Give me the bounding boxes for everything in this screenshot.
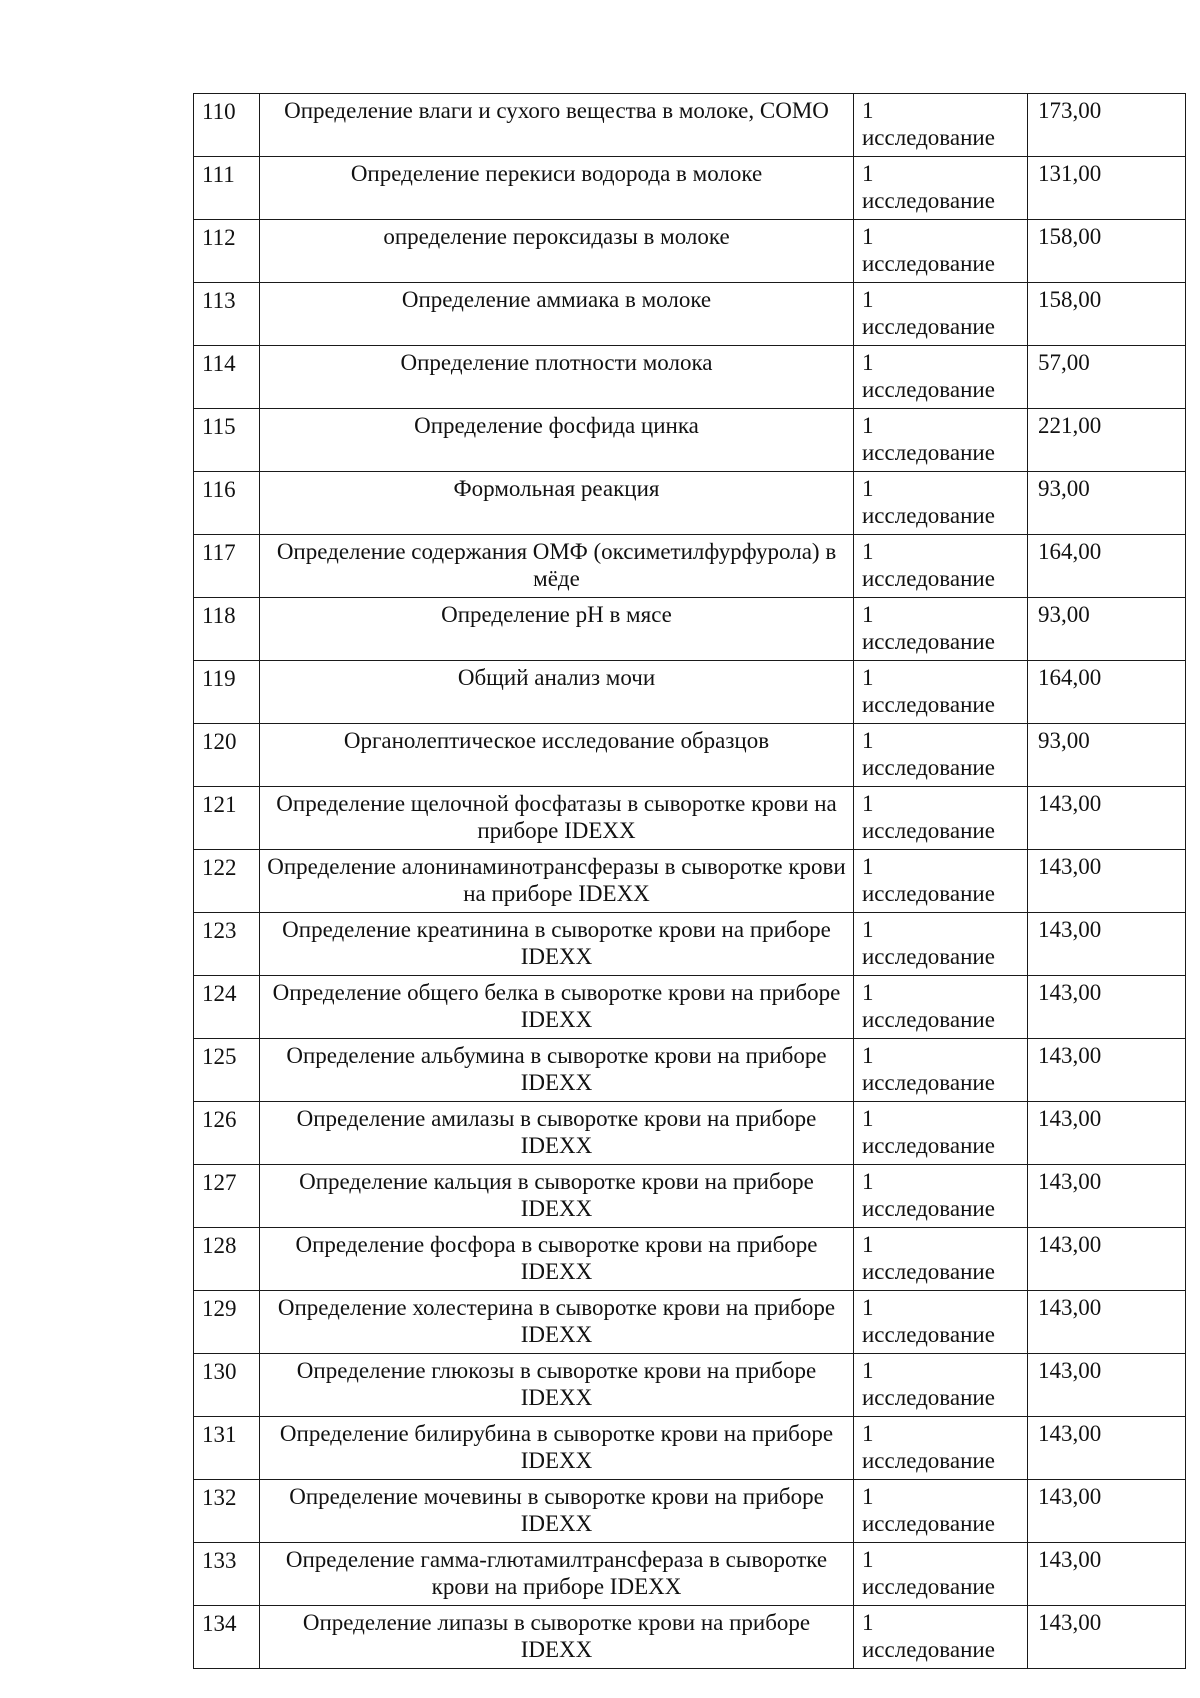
price: 164,00 xyxy=(1028,661,1186,724)
quantity-unit xyxy=(854,535,1028,598)
service-name: определение пероксидазы в молоке xyxy=(260,220,854,283)
row-number: 117 xyxy=(194,535,260,598)
table-row xyxy=(194,1606,1186,1669)
table-row xyxy=(194,661,1186,724)
quantity-unit xyxy=(854,1228,1028,1291)
table-row xyxy=(194,472,1186,535)
service-name: Определение щелочной фосфатазы в сыворотке крови на приборе IDEXX xyxy=(260,787,854,850)
table-row xyxy=(194,283,1186,346)
table-row xyxy=(194,1543,1186,1606)
price: 143,00 xyxy=(1028,976,1186,1039)
quantity-unit xyxy=(854,1291,1028,1354)
row-number: 122 xyxy=(194,850,260,913)
row-number: 110 xyxy=(194,94,260,157)
service-name: Определение альбумина в сыворотке крови на приборе IDEXX xyxy=(260,1039,854,1102)
unit: исследование xyxy=(862,125,995,150)
quantity-unit xyxy=(854,409,1028,472)
quantity: 1 xyxy=(862,476,874,501)
table-row xyxy=(194,787,1186,850)
quantity-unit xyxy=(854,1165,1028,1228)
service-name: Определение содержания ОМФ (оксиметилфурфурола) в мёде xyxy=(260,535,854,598)
table-row xyxy=(194,1291,1186,1354)
service-name: Определение влаги и сухого вещества в молоке, СОМО xyxy=(260,94,854,157)
row-number: 118 xyxy=(194,598,260,661)
table-row xyxy=(194,94,1186,157)
service-name: Общий анализ мочи xyxy=(260,661,854,724)
price: 143,00 xyxy=(1028,1417,1186,1480)
price: 57,00 xyxy=(1028,346,1186,409)
row-number: 111 xyxy=(194,157,260,220)
quantity-unit xyxy=(854,976,1028,1039)
quantity-unit xyxy=(854,1354,1028,1417)
unit: исследование xyxy=(862,1322,995,1347)
row-number: 124 xyxy=(194,976,260,1039)
price: 164,00 xyxy=(1028,535,1186,598)
quantity: 1 xyxy=(862,917,874,942)
quantity: 1 xyxy=(862,350,874,375)
service-name: Определение гамма-глютамилтрансфераза в сыворотке крови на приборе IDEXX xyxy=(260,1543,854,1606)
quantity: 1 xyxy=(862,224,874,249)
quantity-unit xyxy=(854,850,1028,913)
unit: исследование xyxy=(862,692,995,717)
table-row xyxy=(194,598,1186,661)
unit: исследование xyxy=(862,1070,995,1095)
quantity: 1 xyxy=(862,854,874,879)
service-name: Определение фосфида цинка xyxy=(260,409,854,472)
price: 143,00 xyxy=(1028,1543,1186,1606)
quantity: 1 xyxy=(862,980,874,1005)
unit: исследование xyxy=(862,1133,995,1158)
quantity: 1 xyxy=(862,161,874,186)
row-number: 129 xyxy=(194,1291,260,1354)
unit: исследование xyxy=(862,440,995,465)
quantity: 1 xyxy=(862,98,874,123)
price: 143,00 xyxy=(1028,1102,1186,1165)
quantity-unit xyxy=(854,661,1028,724)
table-row xyxy=(194,1102,1186,1165)
quantity: 1 xyxy=(862,1610,874,1635)
row-number: 134 xyxy=(194,1606,260,1669)
quantity: 1 xyxy=(862,539,874,564)
unit: исследование xyxy=(862,1007,995,1032)
unit: исследование xyxy=(862,881,995,906)
price: 143,00 xyxy=(1028,1228,1186,1291)
quantity: 1 xyxy=(862,1295,874,1320)
price: 131,00 xyxy=(1028,157,1186,220)
table-row xyxy=(194,1228,1186,1291)
price: 143,00 xyxy=(1028,1165,1186,1228)
service-name: Определение липазы в сыворотке крови на приборе IDEXX xyxy=(260,1606,854,1669)
table-row xyxy=(194,850,1186,913)
table-row xyxy=(194,724,1186,787)
quantity: 1 xyxy=(862,1043,874,1068)
table-row xyxy=(194,220,1186,283)
table-row xyxy=(194,1417,1186,1480)
quantity-unit xyxy=(854,1480,1028,1543)
service-name: Определение мочевины в сыворотке крови на приборе IDEXX xyxy=(260,1480,854,1543)
service-name: Определение фосфора в сыворотке крови на приборе IDEXX xyxy=(260,1228,854,1291)
table-row xyxy=(194,1480,1186,1543)
price: 143,00 xyxy=(1028,850,1186,913)
unit: исследование xyxy=(862,629,995,654)
price: 143,00 xyxy=(1028,787,1186,850)
unit: исследование xyxy=(862,1511,995,1536)
unit: исследование xyxy=(862,1385,995,1410)
service-name: Определение билирубина в сыворотке крови на приборе IDEXX xyxy=(260,1417,854,1480)
unit: исследование xyxy=(862,1637,995,1662)
quantity-unit xyxy=(854,220,1028,283)
quantity: 1 xyxy=(862,665,874,690)
quantity: 1 xyxy=(862,791,874,816)
service-name: Формольная реакция xyxy=(260,472,854,535)
service-name: Определение холестерина в сыворотке крови на приборе IDEXX xyxy=(260,1291,854,1354)
row-number: 123 xyxy=(194,913,260,976)
quantity-unit xyxy=(854,346,1028,409)
quantity: 1 xyxy=(862,1106,874,1131)
service-name: Определение алонинаминотрансферазы в сыворотке крови на приборе IDEXX xyxy=(260,850,854,913)
row-number: 113 xyxy=(194,283,260,346)
quantity-unit xyxy=(854,913,1028,976)
quantity-unit xyxy=(854,1417,1028,1480)
quantity-unit xyxy=(854,787,1028,850)
quantity-unit xyxy=(854,1039,1028,1102)
row-number: 112 xyxy=(194,220,260,283)
price: 93,00 xyxy=(1028,724,1186,787)
row-number: 125 xyxy=(194,1039,260,1102)
unit: исследование xyxy=(862,377,995,402)
quantity-unit xyxy=(854,472,1028,535)
service-name: Определение перекиси водорода в молоке xyxy=(260,157,854,220)
table-row xyxy=(194,409,1186,472)
quantity-unit xyxy=(854,1606,1028,1669)
quantity: 1 xyxy=(862,1358,874,1383)
unit: исследование xyxy=(862,251,995,276)
price: 143,00 xyxy=(1028,1606,1186,1669)
table-row xyxy=(194,1354,1186,1417)
row-number: 128 xyxy=(194,1228,260,1291)
service-name: Определение креатинина в сыворотке крови на приборе IDEXX xyxy=(260,913,854,976)
row-number: 133 xyxy=(194,1543,260,1606)
quantity: 1 xyxy=(862,602,874,627)
price: 143,00 xyxy=(1028,1354,1186,1417)
price: 173,00 xyxy=(1028,94,1186,157)
row-number: 131 xyxy=(194,1417,260,1480)
quantity: 1 xyxy=(862,1232,874,1257)
quantity-unit xyxy=(854,1102,1028,1165)
table-body xyxy=(194,94,1186,1669)
quantity-unit xyxy=(854,724,1028,787)
table-row xyxy=(194,1165,1186,1228)
price: 158,00 xyxy=(1028,220,1186,283)
quantity: 1 xyxy=(862,1484,874,1509)
service-name: Определение плотности молока xyxy=(260,346,854,409)
quantity-unit xyxy=(854,598,1028,661)
table-row xyxy=(194,346,1186,409)
price-table xyxy=(193,93,1186,1669)
table-row xyxy=(194,157,1186,220)
unit: исследование xyxy=(862,944,995,969)
service-name: Определение глюкозы в сыворотке крови на приборе IDEXX xyxy=(260,1354,854,1417)
quantity-unit xyxy=(854,283,1028,346)
unit: исследование xyxy=(862,1574,995,1599)
service-name: Определение pH в мясе xyxy=(260,598,854,661)
row-number: 132 xyxy=(194,1480,260,1543)
quantity: 1 xyxy=(862,287,874,312)
row-number: 120 xyxy=(194,724,260,787)
quantity: 1 xyxy=(862,1169,874,1194)
price: 143,00 xyxy=(1028,1291,1186,1354)
unit: исследование xyxy=(862,1448,995,1473)
price: 221,00 xyxy=(1028,409,1186,472)
unit: исследование xyxy=(862,1259,995,1284)
quantity: 1 xyxy=(862,728,874,753)
price: 143,00 xyxy=(1028,1039,1186,1102)
row-number: 119 xyxy=(194,661,260,724)
quantity-unit xyxy=(854,157,1028,220)
unit: исследование xyxy=(862,1196,995,1221)
row-number: 114 xyxy=(194,346,260,409)
service-name: Определение кальция в сыворотке крови на приборе IDEXX xyxy=(260,1165,854,1228)
quantity: 1 xyxy=(862,1421,874,1446)
unit: исследование xyxy=(862,314,995,339)
row-number: 115 xyxy=(194,409,260,472)
quantity: 1 xyxy=(862,413,874,438)
unit: исследование xyxy=(862,818,995,843)
row-number: 127 xyxy=(194,1165,260,1228)
table-row xyxy=(194,1039,1186,1102)
price: 143,00 xyxy=(1028,1480,1186,1543)
quantity: 1 xyxy=(862,1547,874,1572)
service-name: Определение аммиака в молоке xyxy=(260,283,854,346)
price: 93,00 xyxy=(1028,472,1186,535)
price: 158,00 xyxy=(1028,283,1186,346)
row-number: 116 xyxy=(194,472,260,535)
price: 93,00 xyxy=(1028,598,1186,661)
table-row xyxy=(194,913,1186,976)
table-row xyxy=(194,535,1186,598)
unit: исследование xyxy=(862,755,995,780)
unit: исследование xyxy=(862,566,995,591)
service-name: Определение общего белка в сыворотке крови на приборе IDEXX xyxy=(260,976,854,1039)
quantity-unit xyxy=(854,94,1028,157)
service-name: Определение амилазы в сыворотке крови на приборе IDEXX xyxy=(260,1102,854,1165)
service-name: Органолептическое исследование образцов xyxy=(260,724,854,787)
unit: исследование xyxy=(862,503,995,528)
row-number: 121 xyxy=(194,787,260,850)
unit: исследование xyxy=(862,188,995,213)
row-number: 130 xyxy=(194,1354,260,1417)
table-row xyxy=(194,976,1186,1039)
price: 143,00 xyxy=(1028,913,1186,976)
quantity-unit xyxy=(854,1543,1028,1606)
row-number: 126 xyxy=(194,1102,260,1165)
